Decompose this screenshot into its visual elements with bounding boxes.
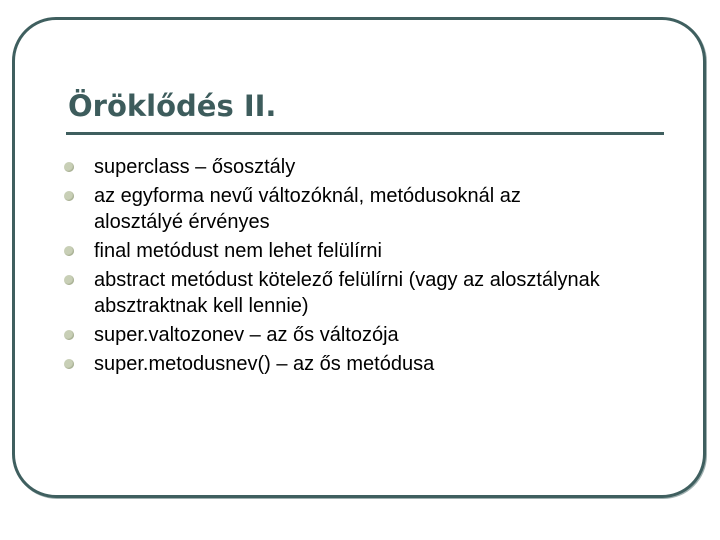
bullet-item xyxy=(62,351,662,377)
bullet-dot-icon xyxy=(64,330,74,340)
bullet-text: abstract metódust kötelező felülírni (vagy az alosztálynak absztraktnak kell lennie) xyxy=(94,269,600,317)
title-underline xyxy=(66,132,664,135)
bullet-text: super.valtozonev – az ős változója xyxy=(94,324,399,346)
bullet-text: superclass – ősosztály xyxy=(94,156,296,178)
bullet-item xyxy=(62,238,662,264)
bullet-item xyxy=(62,154,662,180)
bullet-item xyxy=(62,322,662,348)
bullet-dot-icon xyxy=(64,162,74,172)
bullet-text: super.metodusnev() – az ős metódusa xyxy=(94,353,435,375)
bullet-text: az egyforma nevű változóknál, metódusoknál az alosztályé érvényes xyxy=(94,185,521,233)
bullet-dot-icon xyxy=(64,275,74,285)
bullet-dot-icon xyxy=(64,246,74,256)
bullet-dot-icon xyxy=(64,191,74,201)
bullet-dot-icon xyxy=(64,359,74,369)
bullet-item xyxy=(62,183,662,235)
bullet-list xyxy=(62,154,662,380)
bullet-text: final metódust nem lehet felülírni xyxy=(94,240,382,262)
slide-title: Öröklődés II. xyxy=(68,89,277,123)
bullet-item xyxy=(62,267,662,319)
